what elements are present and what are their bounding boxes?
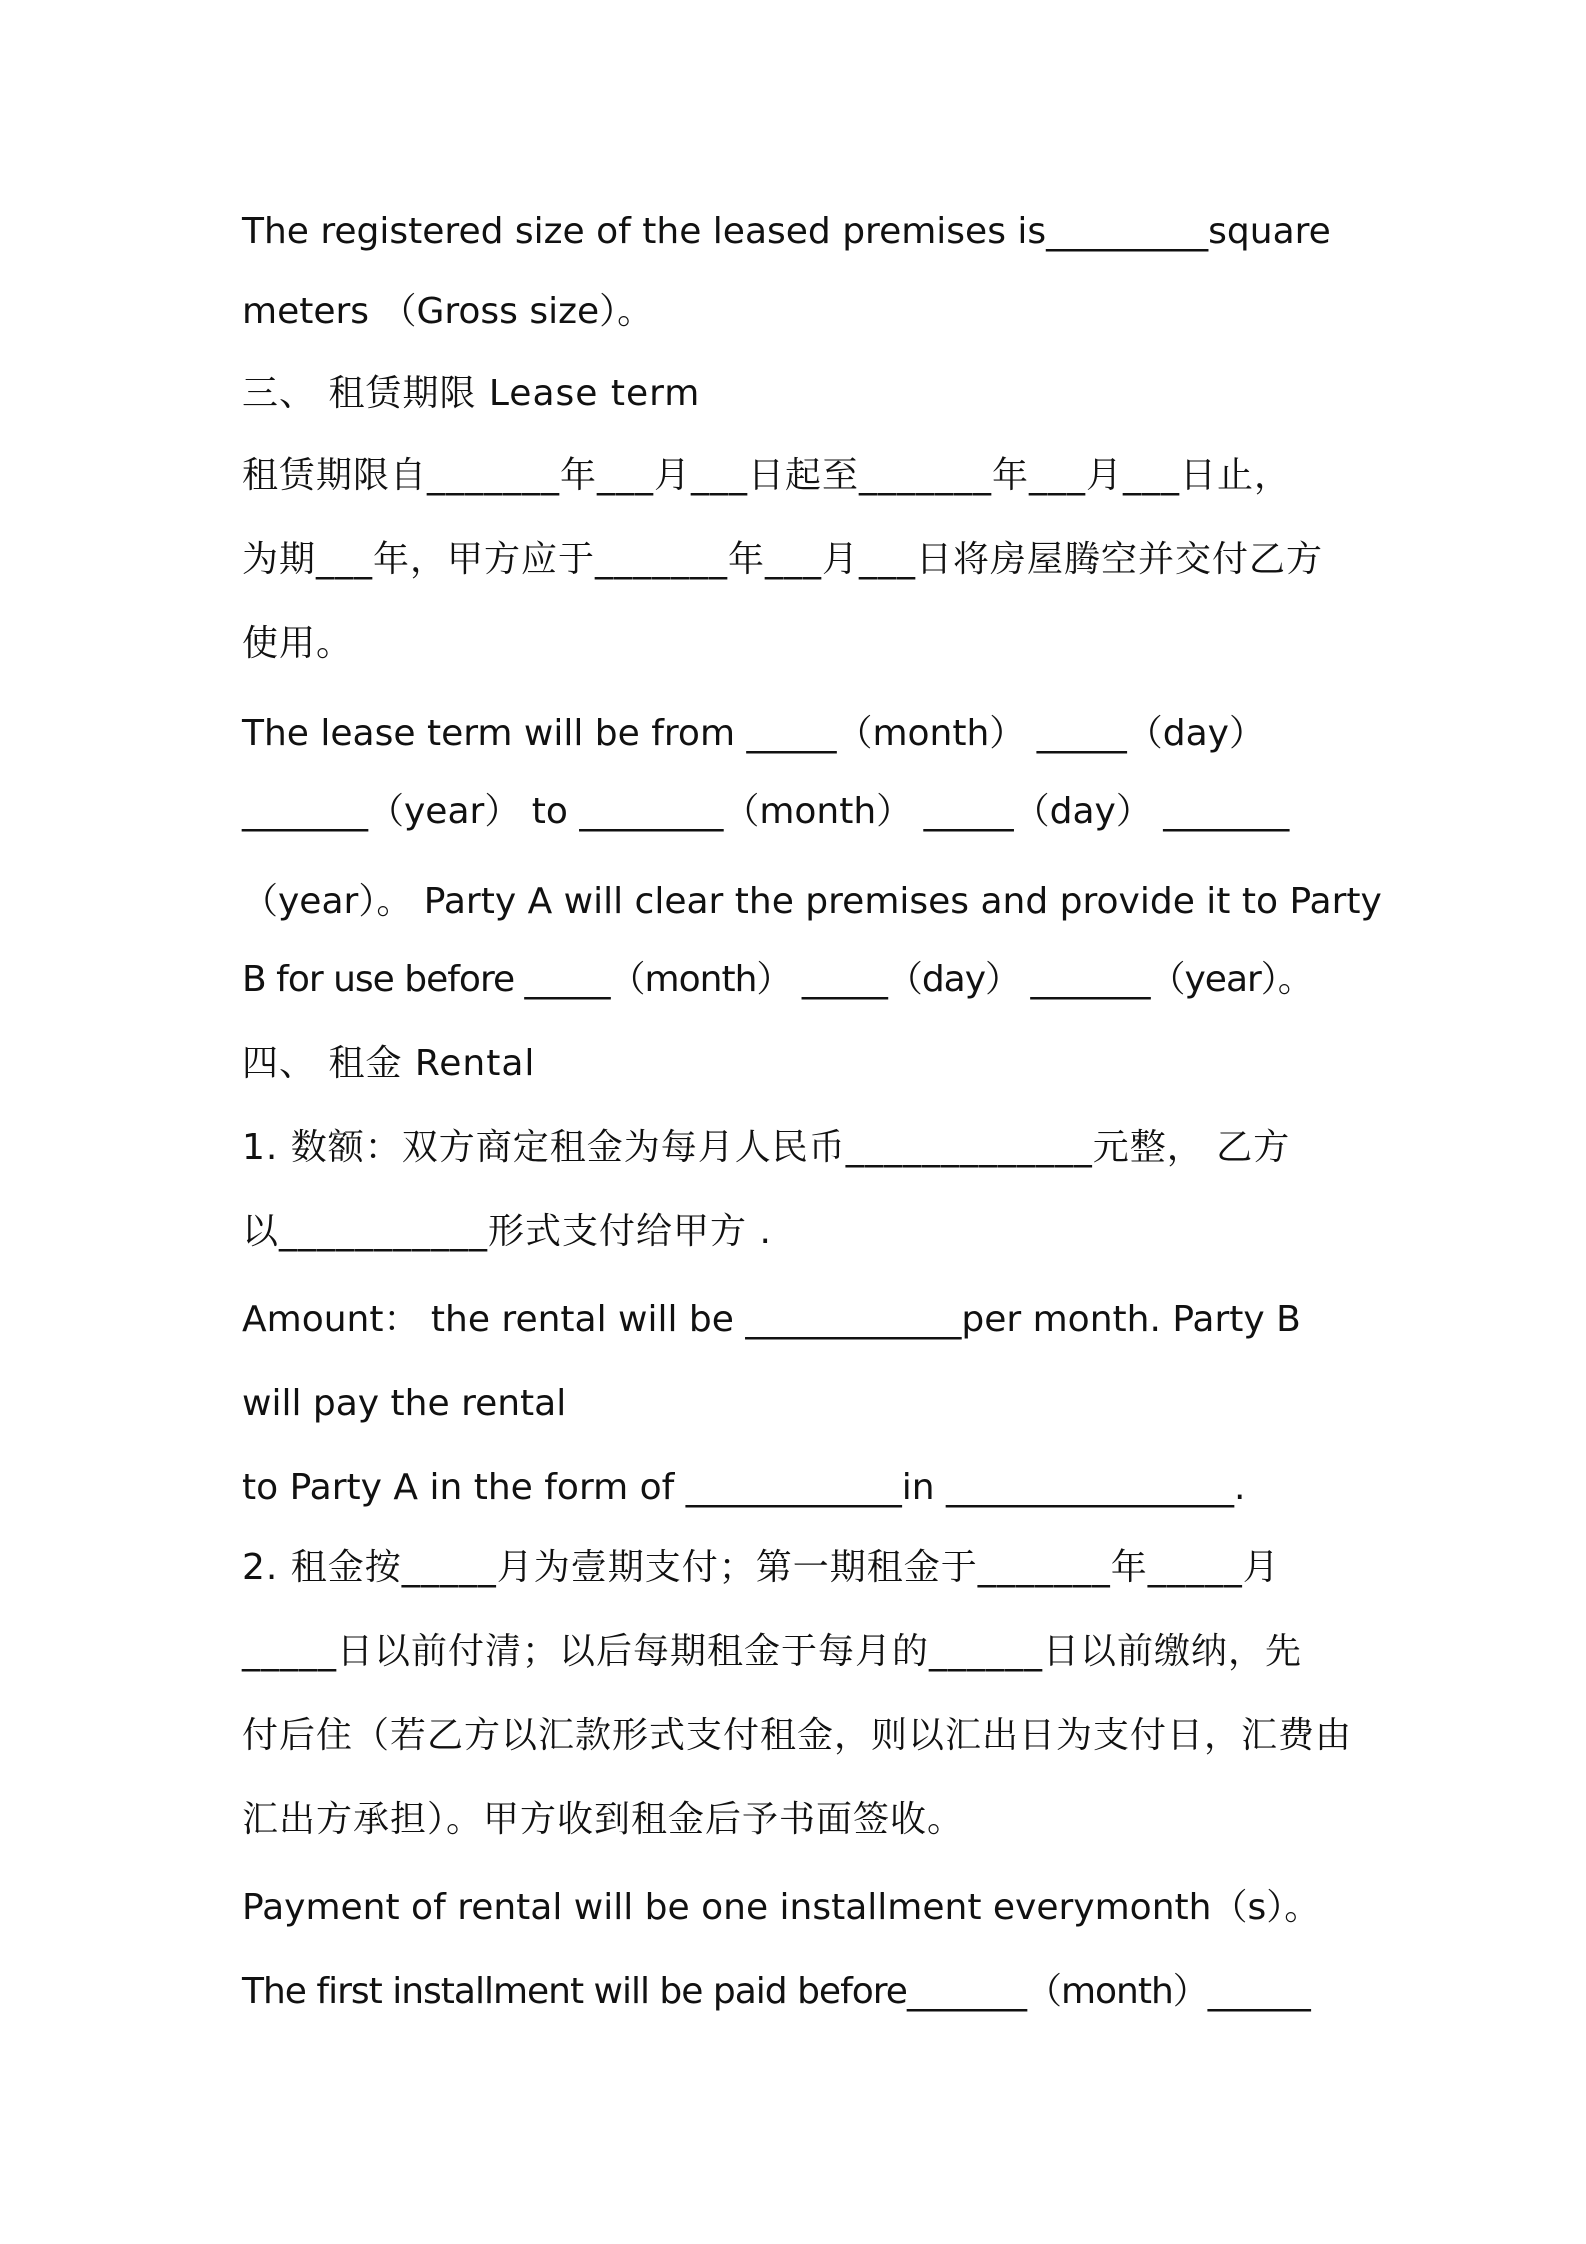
text-line: The registered size of the leased premises is_________square: [242, 211, 1331, 252]
text-line: （year）。 Party A will clear the premises and provide it to Party: [242, 881, 1382, 922]
text-line: 2. 租金按_____月为壹期支付；第一期租金于_______年_____月: [242, 1547, 1280, 1588]
text-line: 以___________形式支付给甲方 .: [242, 1211, 772, 1252]
text-line: to Party A in the form of ____________in ________________.: [242, 1467, 1246, 1508]
text-line: 汇出方承担）。甲方收到租金后予书面签收。: [242, 1799, 965, 1840]
text-line: B for use before _____（month） _____（day） _______（year）。: [242, 959, 1313, 1000]
text-line: 为期___年，甲方应于_______年___月___日将房屋腾空并交付乙方: [242, 539, 1324, 580]
text-line: The first installment will be paid before_______（month）______: [242, 1971, 1310, 2012]
text-line: Payment of rental will be one installment everymonth（s）。: [242, 1887, 1321, 1928]
text-line: 1. 数额：双方商定租金为每月人民币_____________元整， 乙方: [242, 1127, 1291, 1168]
text-line: _____日以前付清；以后每期租金于每月的______日以前缴纳，先: [242, 1631, 1303, 1672]
text-line: 租赁期限自_______年___月___日起至_______年___月___日止，: [242, 455, 1292, 496]
text-line: 付后住（若乙方以汇款形式支付租金，则以汇出日为支付日，汇费由: [242, 1715, 1353, 1756]
section-heading: 四、 租金 Rental: [242, 1043, 536, 1084]
text-line: _______（year） to ________（month） _____（day） _______: [242, 791, 1290, 832]
text-line: meters （Gross size）。: [242, 291, 654, 332]
text-line: will pay the rental: [242, 1383, 567, 1424]
text-line: The lease term will be from _____（month） _____（day）: [242, 713, 1265, 754]
text-line: 使用。: [242, 623, 354, 664]
section-heading: 三、 租赁期限 Lease term: [242, 373, 701, 414]
text-line: Amount： the rental will be ____________per month. Party B: [242, 1299, 1301, 1340]
